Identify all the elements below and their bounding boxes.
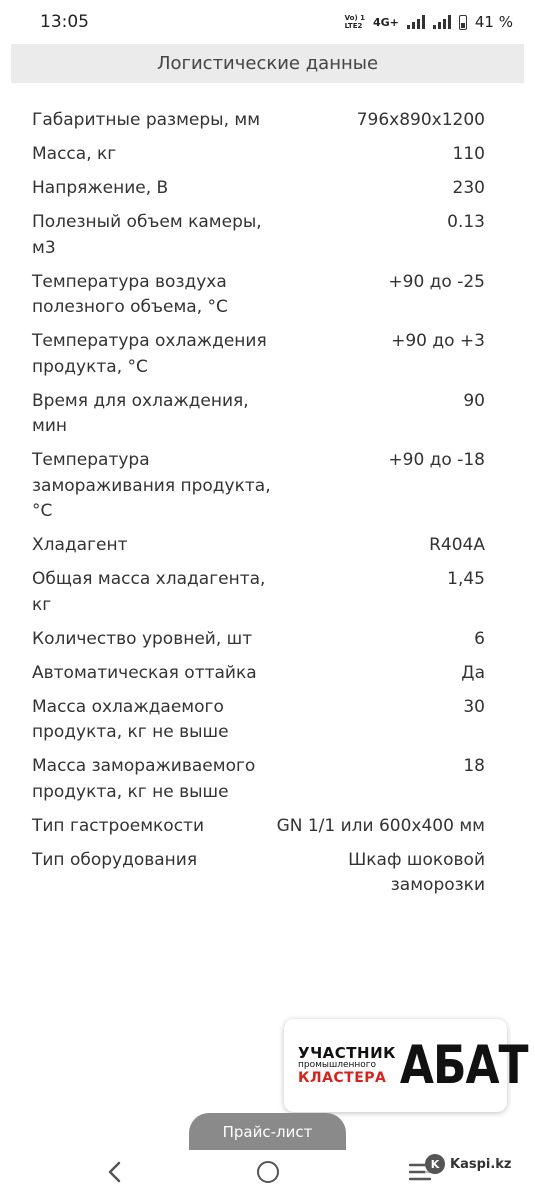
spec-name: Время для охлаждения, мин xyxy=(32,390,249,436)
spec-name: Тип оборудования xyxy=(32,849,198,870)
spec-row xyxy=(32,567,485,618)
spec-row xyxy=(32,448,485,525)
spec-value: +90 до -18 xyxy=(388,450,485,470)
badge-line1: УЧАСТНИК xyxy=(298,1043,396,1062)
section-title: Логистические данные xyxy=(156,53,379,74)
spec-value: 90 xyxy=(463,390,485,411)
watermark-text: Kaspi.kz xyxy=(450,1156,512,1172)
status-icons xyxy=(345,13,513,31)
spec-name: Масса, кг xyxy=(32,144,117,164)
badge-text xyxy=(298,1043,396,1086)
spec-name: Напряжение, В xyxy=(32,178,169,198)
spec-name: Масса охлаждаемого продукта, кг не выше xyxy=(32,696,229,742)
brand-logo: АБАТ xyxy=(399,1034,528,1097)
spec-row xyxy=(32,848,485,899)
spec-name: Габаритные размеры, мм xyxy=(32,110,261,130)
spec-value: 0.13 xyxy=(447,212,485,232)
spec-name: Общая масса хладагента, кг xyxy=(32,569,266,615)
cluster-member-badge xyxy=(284,1019,528,1112)
spec-row xyxy=(32,329,485,380)
badge-line3: КЛАСТЕРА xyxy=(298,1069,387,1086)
spec-row xyxy=(32,210,485,261)
spec-row xyxy=(32,389,485,440)
spec-row xyxy=(32,142,485,168)
spec-value: 30 xyxy=(463,696,485,717)
spec-value: +90 до -25 xyxy=(388,271,485,292)
spec-name: Полезный объем камеры, м3 xyxy=(32,212,262,258)
battery-level: 41 % xyxy=(474,13,513,31)
spec-value: Да xyxy=(461,662,485,683)
spec-row xyxy=(32,661,485,687)
spec-value: +90 до +3 xyxy=(391,331,485,351)
status-bar xyxy=(0,0,535,44)
spec-row xyxy=(32,270,485,321)
spec-value: GN 1/1 или 600x400 мм xyxy=(276,815,485,836)
spec-value: 6 xyxy=(474,628,485,649)
price-list-label: Прайс-лист xyxy=(222,1123,313,1141)
spec-name: Температура охлаждения продукта, °C xyxy=(32,331,267,377)
spec-name: Температура воздуха полезного объема, °C xyxy=(32,271,228,317)
navigation-bar xyxy=(0,1150,535,1200)
battery-icon xyxy=(459,15,467,30)
spec-name: Масса замораживаемого продукта, кг не выше xyxy=(32,756,256,802)
volte-icon: Vo) 1 LTE2 xyxy=(344,14,365,30)
spec-row xyxy=(32,695,485,746)
kaspi-logo-icon: K xyxy=(425,1154,445,1174)
spec-value: 18 xyxy=(463,756,485,776)
network-type: 4G+ xyxy=(372,15,399,29)
spec-name: Количество уровней, шт xyxy=(32,628,253,649)
spec-name: Температура замораживания продукта, °C xyxy=(32,450,271,521)
signal-icon xyxy=(407,15,425,29)
spec-row xyxy=(32,108,485,134)
back-icon[interactable] xyxy=(104,1161,126,1183)
badge-line2: промышленного xyxy=(298,1060,377,1071)
signal-icon-2 xyxy=(433,15,451,29)
spec-value: 110 xyxy=(452,144,485,164)
spec-list xyxy=(32,108,485,907)
kaspi-watermark xyxy=(425,1154,512,1174)
spec-value: 230 xyxy=(452,178,485,198)
spec-value: Шкаф шоковой заморозки xyxy=(348,849,485,895)
price-list-button[interactable] xyxy=(189,1113,346,1153)
spec-row xyxy=(32,627,485,653)
spec-row xyxy=(32,176,485,202)
status-time: 13:05 xyxy=(40,12,89,32)
spec-name: Автоматическая оттайка xyxy=(32,662,257,683)
spec-row xyxy=(32,533,485,559)
section-header xyxy=(11,44,524,83)
spec-value: 796x890x1200 xyxy=(356,110,485,130)
spec-name: Тип гастроемкости xyxy=(32,815,204,836)
spec-name: Хладагент xyxy=(32,535,128,555)
spec-row xyxy=(32,814,485,840)
spec-value: R404A xyxy=(429,535,485,555)
home-icon[interactable] xyxy=(257,1161,279,1183)
spec-row xyxy=(32,754,485,805)
spec-value: 1,45 xyxy=(447,569,485,589)
